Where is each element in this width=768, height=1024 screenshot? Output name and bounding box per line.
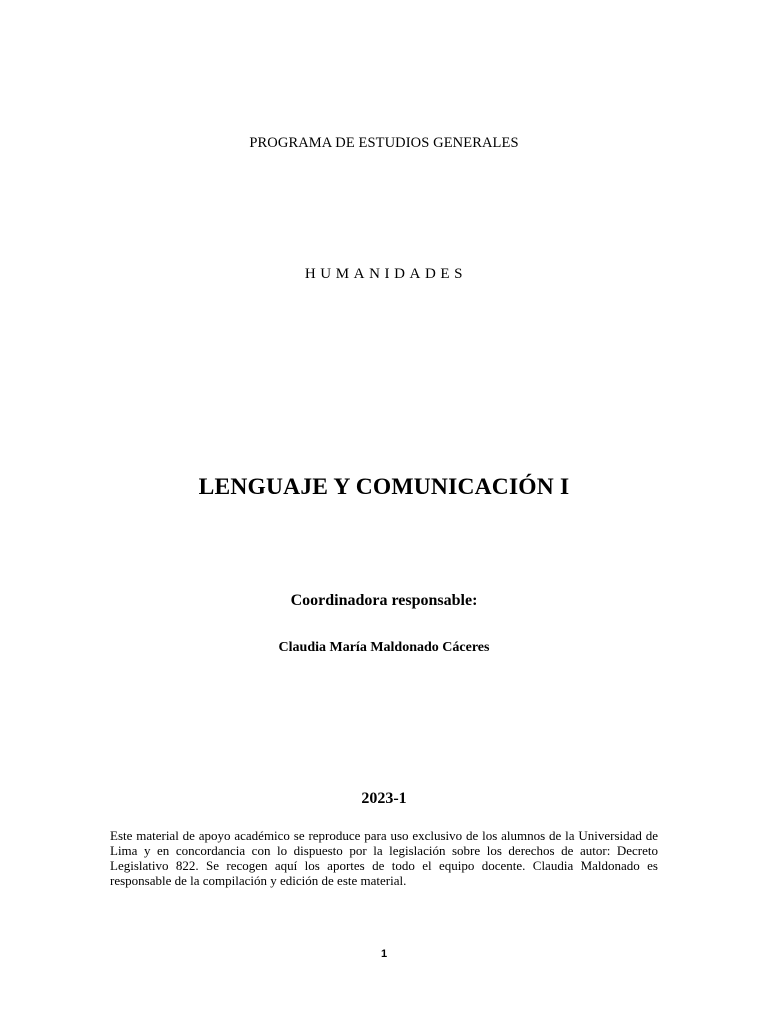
coordinator-name: Claudia María Maldonado Cáceres (278, 640, 490, 655)
page-number: 1 (380, 948, 388, 960)
area-heading: HUMANIDADES (304, 266, 468, 282)
course-title: LENGUAJE Y COMUNICACIÓN I (198, 474, 570, 500)
academic-term: 2023-1 (361, 790, 407, 807)
copyright-notice: Este material de apoyo académico se reproduce para uso exclusivo de los alumnos de la Universidad de Lima y en concordancia con lo dispuesto por la legislación sobre los derechos de autor: Decreto Legislativo 822. Se recogen aquí los aportes de todo el equipo docente. Claudia Maldonado es responsable de la compilación y edición de este material. (110, 828, 658, 888)
program-heading: PROGRAMA DE ESTUDIOS GENERALES (249, 135, 519, 151)
coordinator-label: Coordinadora responsable: (290, 592, 478, 609)
